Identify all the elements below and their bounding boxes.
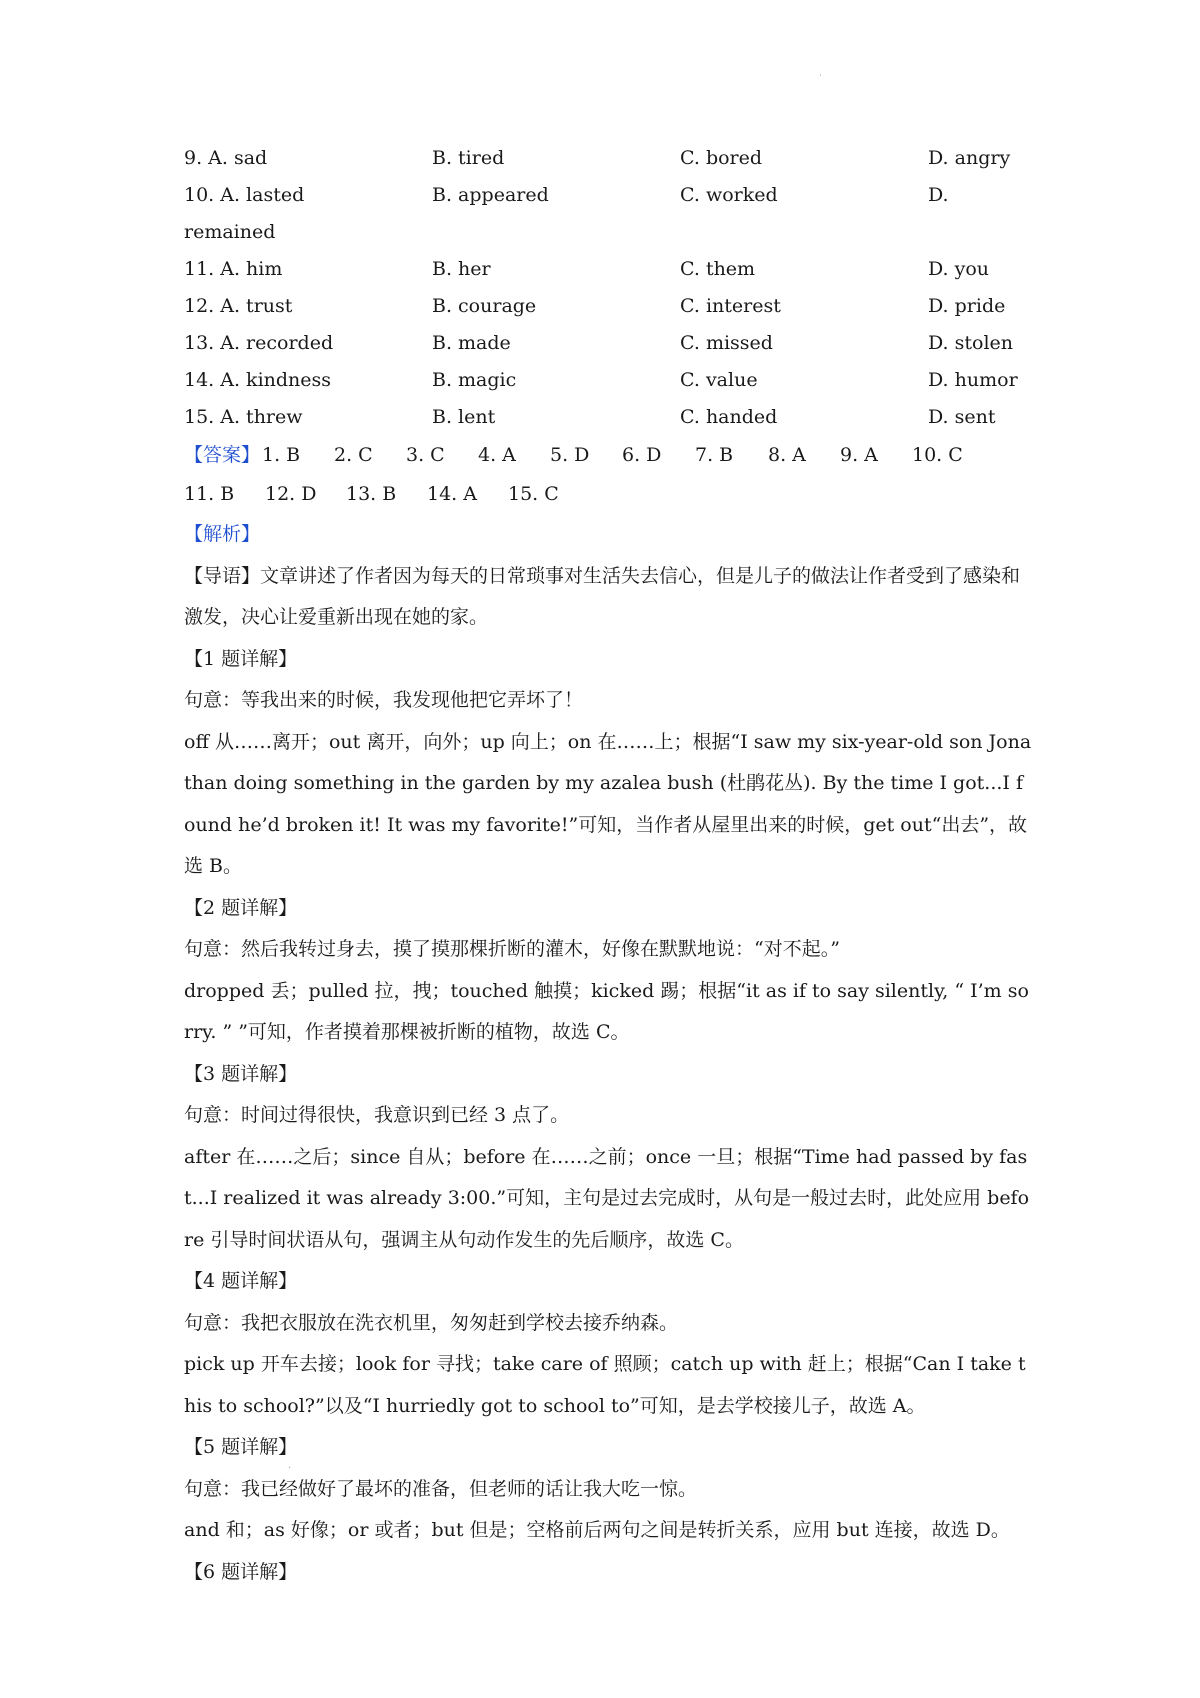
answer-label: 【答案】: [184, 444, 261, 466]
option-a: 13. A. recorded: [184, 332, 334, 354]
detail-title: 【3 题详解】: [184, 1062, 298, 1085]
option-row: [184, 140, 1032, 177]
analysis-label: 【解析】: [184, 523, 261, 545]
option-b: B. appeared: [432, 184, 549, 206]
option-row: [184, 325, 1032, 362]
option-c: C. them: [680, 258, 756, 280]
detail-line: 句意：我已经做好了最坏的准备，但老师的话让我大吃一惊。: [184, 1477, 698, 1500]
option-d: D. stolen: [928, 332, 1014, 354]
option-b: B. magic: [432, 369, 517, 391]
answer-item: 3. C: [406, 444, 445, 466]
detail-line: off 从……离开；out 离开，向外；up 向上；on 在……上；根据“I saw my six-year-old son Jonathan doing something in the garden by my azalea bush (杜鹃花丛). By the time I got...I found he’d broken it! It was my favorite!”可知，当作者从屋里出来的时候，get out“出去”，故选 B。: [184, 730, 1032, 877]
answer-item: 5. D: [550, 444, 590, 466]
option-c: C. handed: [680, 406, 778, 428]
option-continuation: remained: [184, 221, 276, 243]
detail-title: 【4 题详解】: [184, 1270, 298, 1292]
detail-line: dropped 丢；pulled 拉，拽；touched 触摸；kicked 踢；根据“it as if to say silently, “ I’m sorry. ” ”可知，作者摸着那棵被折断的植物，故选 C。: [184, 979, 1029, 1043]
detail-title: 【1 题详解】: [184, 647, 298, 670]
answer-item: 15. C: [508, 483, 559, 505]
answer-item: 13. B: [346, 483, 397, 505]
option-d: D.: [928, 184, 949, 206]
answer-item: 9. A: [840, 444, 878, 466]
option-b: B. courage: [432, 295, 537, 317]
option-b: B. her: [432, 258, 491, 280]
detail-line: 句意：我把衣服放在洗衣机里，匆匆赶到学校去接乔纳森。: [184, 1311, 679, 1334]
detail-line: after 在……之后；since 自从；before 在……之前；once 一旦；根据“Time had passed by fast...I realized it was already 3:00.”可知，主句是过去完成时，从句是一般过去时，此处应用 before 引导时间状语从句，强调主从句动作发生的先后顺序，故选 C。: [184, 1145, 1030, 1251]
answer-item: 11. B: [184, 483, 235, 505]
option-c: C. interest: [680, 295, 781, 317]
option-c: C. worked: [680, 184, 778, 206]
details-section: [184, 639, 1032, 1594]
answer-item: 1. B: [262, 444, 301, 466]
answer-line-1: [184, 436, 1032, 475]
option-c: C. value: [680, 369, 758, 391]
option-b: B. made: [432, 332, 511, 354]
detail-line: 句意：等我出来的时候，我发现他把它弄坏了！: [184, 689, 584, 711]
option-a: 12. A. trust: [184, 295, 293, 317]
answer-item: 2. C: [334, 444, 373, 466]
option-b: B. lent: [432, 406, 496, 428]
option-c: C. missed: [680, 332, 773, 354]
answer-item: 6. D: [622, 444, 662, 466]
answer-item: 14. A: [427, 483, 477, 505]
option-row: [184, 251, 1032, 288]
detail-line: 句意：时间过得很快，我意识到已经 3 点了。: [184, 1104, 570, 1126]
option-d: D. pride: [928, 295, 1006, 317]
option-row: [184, 177, 1032, 214]
options-list: [184, 140, 1032, 436]
guide-paragraph: 【导语】文章讲述了作者因为每天的日常琐事对生活失去信心，但是儿子的做法让作者受到了感染和激发，决心让爱重新出现在她的家。: [184, 564, 1021, 628]
answer-item: 12. D: [265, 483, 317, 505]
option-b: B. tired: [432, 147, 505, 169]
detail-title: 【5 题详解】: [184, 1436, 298, 1458]
option-d: D. you: [928, 258, 990, 280]
detail-line: pick up 开车去接；look for 寻找；take care of 照顾；catch up with 赶上；根据“Can I take this to school?”以及“I hurriedly got to school to”可知，是去学校接儿子，故选 A。: [184, 1353, 1026, 1417]
answer-line-2: [184, 475, 1032, 514]
option-a: 15. A. threw: [184, 406, 303, 428]
option-row: [184, 399, 1032, 436]
page-mark-bottom: .: [288, 1460, 292, 1471]
detail-line: and 和；as 好像；or 或者；but 但是；空格前后两句之间是转折关系，应用 but 连接，故选 D。: [184, 1519, 1010, 1541]
page-mark: ˙: [818, 74, 823, 85]
option-c: C. bored: [680, 147, 763, 169]
option-a: 10. A. lasted: [184, 184, 305, 206]
option-row: [184, 362, 1032, 399]
option-a: 9. A. sad: [184, 147, 268, 169]
document-page: [184, 140, 1032, 1593]
option-row: [184, 288, 1032, 325]
answer-item: 8. A: [768, 444, 806, 466]
detail-line: 句意：然后我转过身去，摸了摸那棵折断的灌木，好像在默默地说：“对不起。”: [184, 938, 840, 960]
option-d: D. angry: [928, 147, 1011, 169]
option-a: 11. A. him: [184, 258, 283, 280]
detail-title: 【2 题详解】: [184, 896, 298, 919]
detail-title: 【6 题详解】: [184, 1560, 298, 1583]
option-d: D. humor: [928, 369, 1018, 391]
option-a: 14. A. kindness: [184, 369, 332, 391]
answer-item: 4. A: [478, 444, 516, 466]
answer-item: 10. C: [912, 444, 963, 466]
option-d: D. sent: [928, 406, 996, 428]
answer-item: 7. B: [695, 444, 734, 466]
